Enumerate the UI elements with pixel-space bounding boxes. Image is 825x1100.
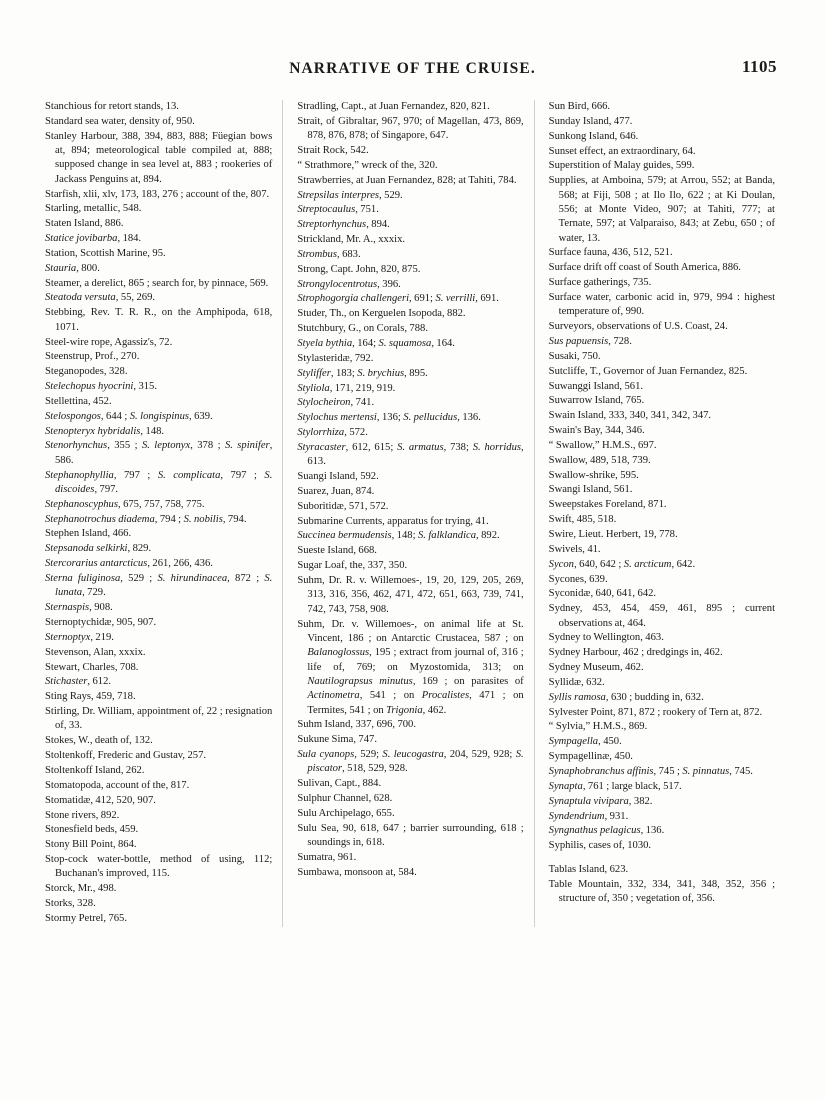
- index-entry: Steatoda versuta, 55, 269.: [45, 292, 156, 304]
- index-entry: Synaptula vivipara, 382.: [548, 795, 653, 807]
- index-entry: Suhm, Dr. v. Willemoes-, on animal life at St. Vincent, 186 ; on Antarctic Crustacea, 587 ; on Balanoglossus, 195 ; extract from journal of, 316 ; life of, 769; on Myzostomida, 313; on Nautilograpsus minutus, 169 ; on parasites of Actinometra, 541 ; on Procalistes, 471 ; on Termites, 541 ; on Trigonia, 462.: [297, 618, 524, 716]
- index-entry: Stebbing, Rev. T. R. R., on the Amphipoda, 618, 1071.: [45, 307, 273, 333]
- index-entry: Studer, Th., on Kerguelen Isopoda, 882.: [297, 308, 466, 320]
- index-entry: Sydney to Wellington, 463.: [548, 632, 664, 644]
- index-entry: Stoltenkoff Island, 262.: [45, 764, 145, 776]
- index-entry: Swain Island, 333, 340, 341, 342, 347.: [548, 410, 712, 422]
- index-entry: Surface water, carbonic acid in, 979, 994 : highest temperature of, 990.: [548, 291, 776, 318]
- index-entry: Suwanggi Island, 561.: [548, 380, 644, 392]
- index-entry: Table Mountain, 332, 334, 341, 348, 352, 356 ; structure of, 350 ; vegetation of, 356.: [548, 878, 776, 905]
- index-entry: Surface drift off coast of South America, 886.: [548, 262, 741, 274]
- index-entry: Storks, 328.: [45, 898, 96, 910]
- index-entry: Starfish, xlii, xlv, 173, 183, 276 ; account of the, 807.: [45, 188, 270, 200]
- index-entry: Syllidæ, 632.: [548, 676, 605, 688]
- index-entry: Stylorrhiza, 572.: [297, 427, 368, 439]
- index-entry: Synaphobranchus affinis, 745 ; S. pinnatus, 745.: [548, 765, 753, 777]
- index-entry: Swallow, 489, 518, 739.: [548, 454, 651, 466]
- index-entry: Standard sea water, density of, 950.: [45, 115, 195, 127]
- index-entry: Sylvester Point, 871, 872 ; rookery of Tern at, 872.: [548, 706, 763, 718]
- index-entry: Streptocaulus, 751.: [297, 204, 379, 216]
- index-entry: Stevenson, Alan, xxxix.: [45, 646, 146, 658]
- index-entry: Stomatidæ, 412, 520, 907.: [45, 794, 156, 806]
- index-entry: Storck, Mr., 498.: [45, 883, 117, 895]
- index-entry: Susaki, 750.: [548, 350, 601, 362]
- index-entry: Steamer, a derelict, 865 ; search for, by pinnace, 569.: [45, 277, 269, 289]
- index-entry: Sympagella, 450.: [548, 736, 622, 748]
- index-entry: Sternoptyx, 219.: [45, 631, 114, 643]
- index-columns: [45, 100, 785, 927]
- index-entry: Steganopodes, 328.: [45, 366, 128, 378]
- running-head: NARRATIVE OF THE CRUISE.: [289, 60, 536, 77]
- index-entry: Sulu Archipelago, 655.: [297, 808, 395, 819]
- index-entry: Sun Bird, 666.: [548, 101, 611, 112]
- index-entry: Styliola, 171, 219, 919.: [297, 382, 396, 394]
- index-entry: Strombus, 683.: [297, 248, 361, 260]
- index-entry: Stewart, Charles, 708.: [45, 661, 139, 673]
- index-entry: Stichaster, 612.: [45, 676, 112, 688]
- index-entry: Sternoptychidæ, 905, 907.: [45, 617, 157, 629]
- index-entry: Suhm, Dr. R. v. Willemoes-, 19, 20, 129, 205, 269, 313, 316, 356, 462, 471, 472, 651, 663, 739, 741, 742, 743, 758, 908.: [297, 575, 524, 615]
- index-entry: Stutchbury, G., on Corals, 788.: [297, 323, 428, 335]
- index-entry: Stop-cock water-bottle, method of using, 112; Buchanan's improved, 115.: [45, 854, 273, 880]
- index-entry: Swangi Island, 561.: [548, 484, 633, 496]
- index-entry: Steenstrup, Prof., 270.: [45, 351, 140, 363]
- index-entry: Stelospongos, 644 ; S. longispinus, 639.: [45, 410, 213, 422]
- index-entry: Sycon, 640, 642 ; S. arcticum, 642.: [548, 558, 696, 570]
- index-entry: Strophogorgia challengeri, 691; S. verrilli, 691.: [297, 293, 499, 305]
- index-entry: Styela bythia, 164; S. squamosa, 164.: [297, 338, 455, 349]
- index-entry: Sweepstakes Foreland, 871.: [548, 499, 667, 511]
- index-entry: Stelechopus hyocrini, 315.: [45, 381, 157, 393]
- index-entry: Swift, 485, 518.: [548, 514, 617, 526]
- index-entry: Strongylocentrotus, 396.: [297, 278, 401, 290]
- index-entry: Starling, metallic, 548.: [45, 203, 142, 215]
- index-entry: Sydney, 453, 454, 459, 461, 895 ; current observations at, 464.: [548, 603, 776, 629]
- column-gap: [549, 854, 775, 863]
- index-entry: Surveyors, observations of U.S. Coast, 24.: [548, 321, 728, 333]
- index-entry: Supplies, at Amboina, 579; at Arrou, 552; at Banda, 568; at Fiji, 508 ; at Ilo Ilo, 622 ; at Ki Doulan, 556; at Monte Video, 907; at Tahiti, 777; at Ternate, 597; at Valparaiso, 843; at Zebu, 650 ; of water, 13.: [548, 175, 776, 244]
- index-entry: Surface fauna, 436, 512, 521.: [548, 247, 673, 259]
- index-entry: Sterna fuliginosa, 529 ; S. hirundinacea, 872 ; S. lunata, 729.: [45, 573, 273, 599]
- index-entry: Stenorhynchus, 355 ; S. leptonyx, 378 ; S. spinifer, 586.: [45, 440, 273, 466]
- index-entry: “ Strathmore,” wreck of the, 320.: [297, 159, 438, 171]
- index-entry: Stepsanoda selkirki, 829.: [45, 543, 152, 555]
- page-number: 1105: [741, 57, 777, 76]
- index-entry: Stylocheiron, 741.: [297, 397, 375, 409]
- index-entry: Sunkong Island, 646.: [548, 130, 639, 142]
- index-entry: Stonesfield beds, 459.: [45, 824, 139, 836]
- index-entry: Stauria, 800.: [45, 262, 100, 274]
- index-entry: Tablas Island, 623.: [548, 864, 629, 876]
- index-entry: Sueste Island, 668.: [297, 545, 377, 557]
- index-entry: Stephen Island, 466.: [45, 528, 132, 540]
- index-entry: Sunday Island, 477.: [548, 115, 633, 127]
- index-entry: Strait, of Gibraltar, 967, 970; of Magellan, 473, 869, 878, 876, 878; of Singapore, 647.: [297, 115, 524, 142]
- index-entry: Surface gatherings, 735.: [548, 277, 652, 289]
- index-entry: Strawberries, at Juan Fernandez, 828; at Tahiti, 784.: [297, 174, 517, 186]
- index-entry: Stradling, Capt., at Juan Fernandez, 820, 821.: [297, 101, 490, 112]
- index-entry: Suangi Island, 592.: [297, 471, 379, 483]
- index-entry: Syndendrium, 931.: [548, 810, 629, 822]
- index-entry: Sus papuensis, 728.: [548, 336, 632, 347]
- index-entry: Sulivan, Capt., 884.: [297, 778, 382, 790]
- index-entry: Stercorarius antarcticus, 261, 266, 436.: [45, 558, 213, 570]
- index-entry: Stormy Petrel, 765.: [45, 912, 127, 924]
- index-entry: Stoltenkoff, Frederic and Gustav, 257.: [45, 750, 207, 762]
- index-entry: Suboritidæ, 571, 572.: [297, 500, 389, 512]
- index-entry: Strickland, Mr. A., xxxix.: [297, 234, 406, 246]
- index-entry: Sula cyanops, 529; S. leucogastra, 204, 529, 928; S. piscator, 518, 529, 928.: [297, 749, 524, 775]
- index-entry: Stephanophyllia, 797 ; S. complicata, 797 ; S. discoides, 797.: [45, 469, 273, 495]
- index-entry: Syphilis, cases of, 1030.: [548, 840, 652, 852]
- index-entry: Styracaster, 612, 615; S. armatus, 738; S. horridus, 613.: [297, 441, 524, 468]
- index-entry: Sugar Loaf, the, 337, 350.: [297, 560, 408, 572]
- index-entry: Styliffer, 183; S. brychius, 895.: [297, 367, 428, 379]
- index-entry: Stenopteryx hybridalis, 148.: [45, 425, 165, 437]
- index-entry: Stephanoscyphus, 675, 757, 758, 775.: [45, 498, 205, 510]
- index-entry: Stanley Harbour, 388, 394, 883, 888; Füegian bows at, 894; meteorological table compiled at, 888; supposed change in sea level at, 883 ; rookeries of Jackass Penguins at, 894.: [45, 130, 273, 185]
- index-entry: Suarez, Juan, 874.: [297, 485, 375, 497]
- index-entry: Statice jovibarba, 184.: [45, 233, 142, 245]
- index-entry: Strepsilas interpres, 529.: [297, 189, 403, 201]
- index-entry: Sulphur Channel, 628.: [297, 793, 393, 805]
- index-entry: Stokes, W., death of, 132.: [45, 735, 153, 747]
- index-entry: “ Swallow,” H.M.S., 697.: [548, 439, 657, 451]
- index-entry: Stylochus mertensi, 136; S. pellucidus, 136.: [297, 412, 481, 424]
- index-entry: Station, Scottish Marine, 95.: [45, 247, 166, 259]
- index-entry: Superstition of Malay guides, 599.: [548, 160, 695, 172]
- index-entry: Swivels, 41.: [548, 543, 601, 555]
- index-entry: Syngnathus pelagicus, 136.: [548, 825, 665, 837]
- index-entry: Syllis ramosa, 630 ; budding in, 632.: [548, 691, 704, 703]
- index-entry: Suhm Island, 337, 696, 700.: [297, 719, 417, 731]
- index-entry: Sympagellinæ, 450.: [548, 751, 633, 763]
- index-entry: Stirling, Dr. William, appointment of, 22 ; resignation of, 33.: [45, 706, 273, 732]
- index-entry: Streptorhynchus, 894.: [297, 219, 390, 231]
- index-column-3: [534, 100, 785, 927]
- index-entry: Stellettina, 452.: [45, 395, 112, 407]
- index-entry: Stephanotrochus diadema, 794 ; S. nobilis, 794.: [45, 513, 247, 525]
- index-entry: Sutcliffe, T., Governor of Juan Fernandez, 825.: [548, 365, 748, 377]
- index-column-2: [282, 100, 533, 927]
- index-entry: Suwarrow Island, 765.: [548, 395, 645, 407]
- index-entry: Strait Rock, 542.: [297, 145, 369, 157]
- index-entry: Syconidæ, 640, 641, 642.: [548, 588, 657, 600]
- index-entry: Strong, Capt. John, 820, 875.: [297, 263, 421, 275]
- index-entry: Swire, Lieut. Herbert, 19, 778.: [548, 528, 678, 540]
- index-entry: “ Sylvia,” H.M.S., 869.: [548, 721, 648, 733]
- index-entry: Staten Island, 886.: [45, 218, 124, 230]
- index-entry: Steel-wire rope, Agassiz's, 72.: [45, 336, 173, 348]
- index-entry: Sting Rays, 459, 718.: [45, 691, 136, 703]
- page-header: [0, 57, 825, 86]
- index-entry: Stomatopoda, account of the, 817.: [45, 779, 190, 791]
- index-entry: Stanchious for retort stands, 13.: [45, 101, 179, 112]
- index-entry: Stylasteridæ, 792.: [297, 352, 374, 364]
- index-entry: Sumatra, 961.: [297, 852, 357, 864]
- index-entry: Sukune Sima, 747.: [297, 734, 377, 746]
- index-entry: Sydney Museum, 462.: [548, 662, 644, 674]
- index-entry: Submarine Currents, apparatus for trying, 41.: [297, 515, 489, 527]
- index-entry: Stony Bill Point, 864.: [45, 839, 137, 851]
- index-entry: Succinea bermudensis, 148; S. falklandica, 892.: [297, 530, 500, 542]
- index-entry: Sydney Harbour, 462 ; dredgings in, 462.: [548, 647, 723, 659]
- index-entry: Sunset effect, an extraordinary, 64.: [548, 145, 696, 157]
- index-entry: Synapta, 761 ; large black, 517.: [548, 780, 682, 792]
- index-entry: Swain's Bay, 344, 346.: [548, 425, 645, 437]
- index-entry: Sulu Sea, 90, 618, 647 ; barrier surrounding, 618 ; soundings in, 618.: [297, 822, 524, 849]
- index-entry: Stone rivers, 892.: [45, 809, 120, 821]
- index-entry: Sternaspis, 908.: [45, 602, 113, 614]
- index-entry: Swallow-shrike, 595.: [548, 469, 639, 481]
- index-entry: Sumbawa, monsoon at, 584.: [297, 866, 417, 878]
- index-entry: Sycones, 639.: [548, 573, 608, 585]
- index-column-1: [45, 100, 282, 927]
